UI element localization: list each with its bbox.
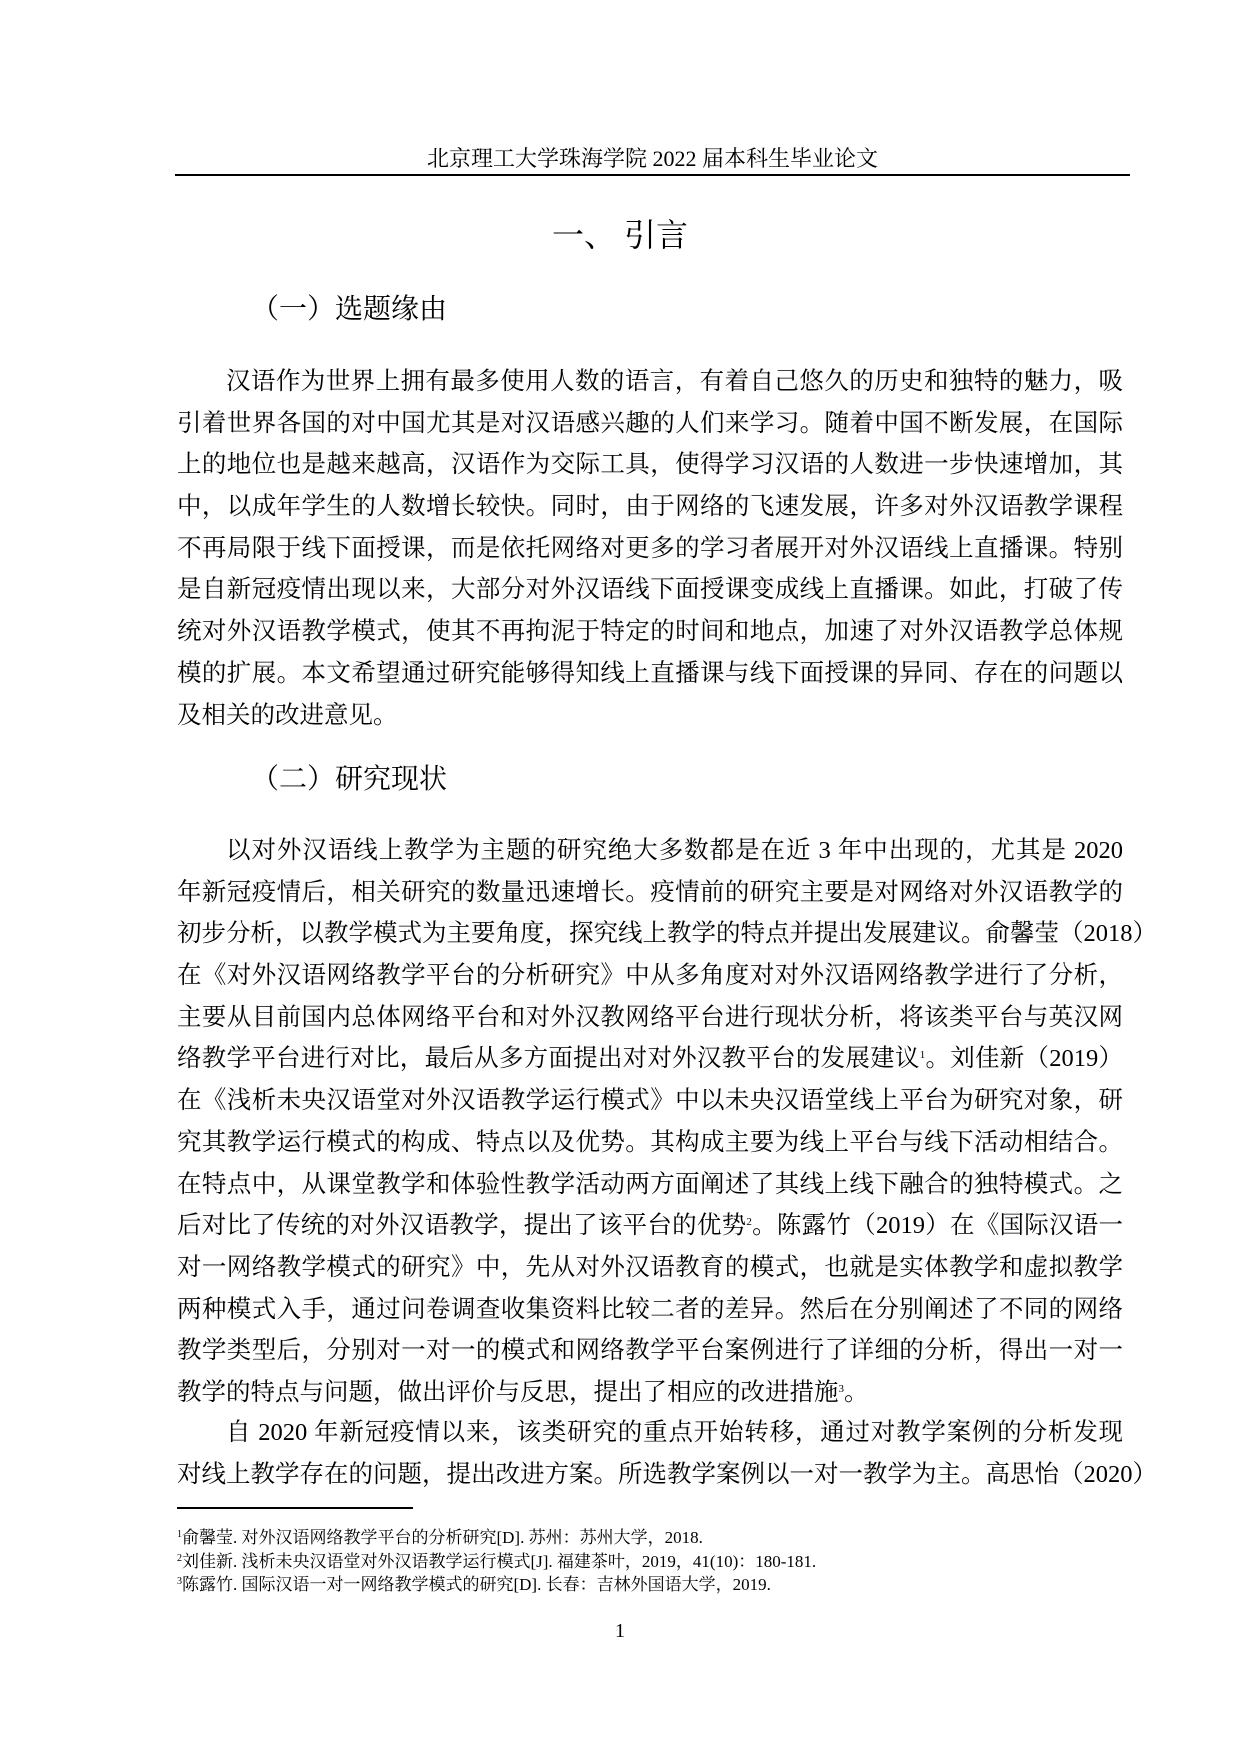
text-line: 是自新冠疫情出现以来，大部分对外汉语线下面授课变成线上直播课。如此，打破了传 — [177, 576, 1123, 604]
line-text: 。刘佳新（2019） — [925, 1045, 1124, 1073]
paragraph — [177, 830, 1157, 1414]
text-line: 在《浅析未央汉语堂对外汉语教学运行模式》中以未央汉语堂线上平台为研究对象，研 — [177, 1087, 1123, 1115]
footnote — [177, 1573, 816, 1597]
text-line: 以对外汉语线上教学为主题的研究绝大多数都是在近 3 年中出现的，尤其是 2020 — [226, 837, 1123, 864]
section-heading-1: （一）选题缘由 — [251, 294, 448, 325]
text-line: 在特点中，从课堂教学和体验性教学活动两方面阐述了其线上线下融合的独特模式。之 — [177, 1170, 1123, 1198]
footnote-mark: 2 — [177, 1552, 182, 1564]
text-line: 年新冠疫情后，相关研究的数量迅速增长。疫情前的研究主要是对网络对外汉语教学的 — [177, 878, 1123, 906]
text-line: 统对外汉语教学模式，使其不再拘泥于特定的时间和地点，加速了对外汉语教学总体规 — [177, 618, 1123, 646]
text-line: 中，以成年学生的人数增长较快。同时，由于网络的飞速发展，许多对外汉语教学课程 — [177, 493, 1123, 521]
chapter-title: 一、 引言 — [551, 217, 688, 253]
footnote-rule — [177, 1507, 413, 1509]
text-line: 初步分析，以教学模式为主要角度，探究线上教学的特点并提出发展建议。俞馨莹（2018） — [177, 920, 1157, 948]
running-header: 北京理工大学珠海学院 2022 届本科生毕业论文 — [426, 146, 878, 171]
text-line: 主要从目前国内总体网络平台和对外汉教网络平台进行现状分析，将该类平台与英汉网 — [177, 1003, 1123, 1031]
text-line: 在《对外汉语网络教学平台的分析研究》中从多角度对对外汉语网络教学进行了分析， — [177, 962, 1123, 990]
footnote — [177, 1550, 816, 1574]
text-line: 上的地位也是越来越高，汉语作为交际工具，使得学习汉语的人数进一步快速增加，其 — [177, 451, 1123, 479]
line-text: 。陈露竹（2019）在《国际汉语一 — [751, 1212, 1123, 1240]
line-text: 。 — [844, 1378, 869, 1406]
footnote-text: 刘佳新. 浅析未央汉语堂对外汉语教学运行模式[J]. 福建茶叶，2019，41(10)：180-181. — [182, 1551, 817, 1571]
text-line: 两种模式入手，通过问卷调查收集资料比较二者的差异。然后在分别阐述了不同的网络 — [177, 1295, 1123, 1323]
text-line: 教学类型后，分别对一对一的模式和网络教学平台案例进行了详细的分析，得出一对一 — [177, 1337, 1123, 1365]
footnote-mark: 3 — [177, 1576, 182, 1587]
text-line — [177, 1372, 1123, 1414]
text-line: 及相关的改进意见。 — [177, 701, 398, 729]
section-heading-2: （二）研究现状 — [251, 764, 448, 795]
text-line: 自 2020 年新冠疫情以来，该类研究的重点开始转移，通过对教学案例的分析发现 — [226, 1419, 1123, 1446]
footnote-ref[interactable]: 2 — [746, 1216, 752, 1229]
footnote — [177, 1526, 816, 1550]
text-line: 对一网络教学模式的研究》中，先从对外汉语教育的模式，也就是实体教学和虚拟教学 — [177, 1253, 1123, 1281]
footnotes — [177, 1526, 816, 1597]
footnote-text: 俞馨莹. 对外汉语网络教学平台的分析研究[D]. 苏州：苏州大学，2018. — [182, 1528, 703, 1547]
footnote-mark: 1 — [177, 1529, 182, 1540]
text-line — [177, 1205, 1123, 1247]
footnote-text: 陈露竹. 国际汉语一对一网络教学模式的研究[D]. 长春：吉林外国语大学，2019. — [182, 1575, 771, 1594]
text-line: 不再局限于线下面授课，而是依托网络对更多的学习者展开对外汉语线上直播课。特别 — [177, 534, 1123, 562]
text-line: 汉语作为世界上拥有最多使用人数的语言，有着自己悠久的历史和独特的魅力，吸 — [226, 368, 1123, 395]
page-number: 1 — [615, 1620, 625, 1642]
text-line: 对线上教学存在的问题，提出改进方案。所选教学案例以一对一教学为主。高思怡（2020） — [177, 1460, 1157, 1488]
text-line: 模的扩展。本文希望通过研究能够得知线上直播课与线下面授课的异同、存在的问题以 — [177, 659, 1123, 687]
line-text: 后对比了传统的对外汉语教学，提出了该平台的优势 — [177, 1212, 747, 1240]
footnote-ref[interactable]: 1 — [919, 1049, 926, 1062]
header-rule — [175, 174, 1130, 176]
paragraph — [177, 1412, 1157, 1495]
text-line — [177, 1038, 1123, 1080]
line-text: 络教学平台进行对比，最后从多方面提出对对外汉教平台的发展建议 — [177, 1045, 920, 1073]
paragraph — [177, 361, 1123, 736]
footnote-ref[interactable]: 3 — [838, 1382, 844, 1395]
line-text: 教学的特点与问题，做出评价与反思，提出了相应的改进措施 — [177, 1378, 839, 1406]
text-line: 究其教学运行模式的构成、特点以及优势。其构成主要为线上平台与线下活动相结合。 — [177, 1128, 1123, 1156]
text-line: 引着世界各国的对中国尤其是对汉语感兴趣的人们来学习。随着中国不断发展，在国际 — [177, 409, 1123, 437]
